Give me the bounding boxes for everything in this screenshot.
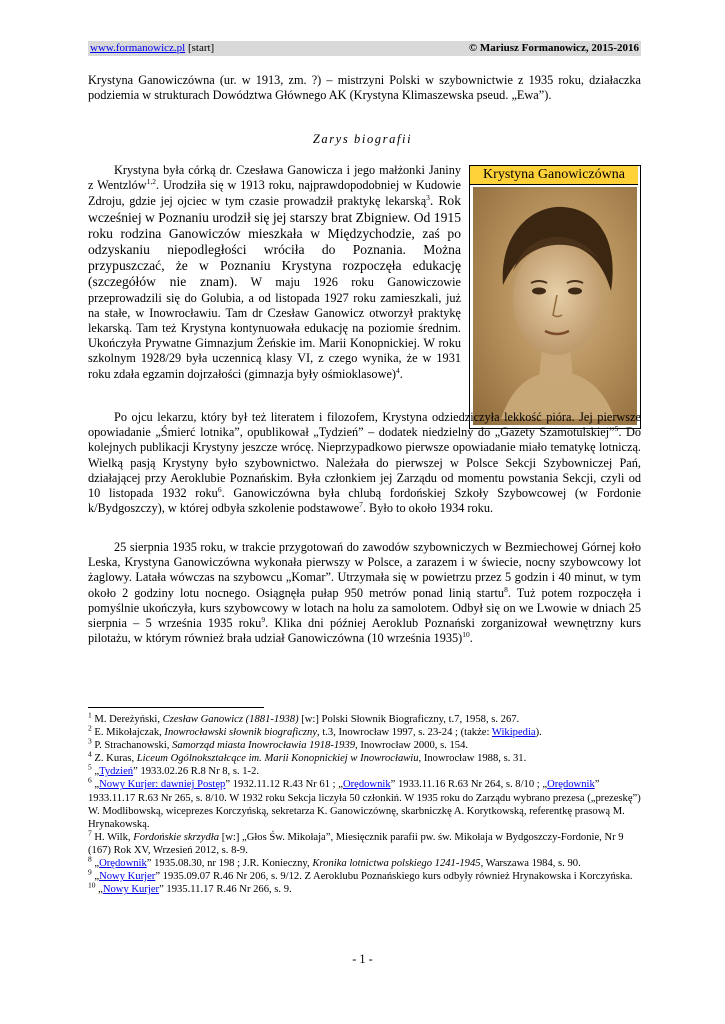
footnote-number: 1 [88,710,92,720]
section-subtitle: Zarys biografii [312,132,413,146]
nowy-kurjer-link[interactable]: Nowy Kurjer [99,871,156,883]
oredownik-link[interactable]: Orędownik [547,779,595,791]
biography-paragraph-3 [88,540,641,646]
text-run: H. Wilk, [91,831,134,843]
text-run: ” 1935.11.17 R.46 Nr 266, s. 9. [159,884,292,896]
tydzien-link[interactable]: Tydzień [99,766,134,778]
footnote-6 [88,775,641,830]
portrait-photo [473,187,637,425]
portrait-illustration [473,187,637,425]
text-run: M. Dereżyński, [91,714,163,725]
footnote-number: 3 [88,736,92,746]
text-run: P. Strachanowski, [91,740,173,752]
biography-paragraph-1 [88,163,461,382]
footnote-8 [88,854,641,870]
citation-title: Fordońskie skrzydła [133,831,220,843]
text-run: 25 sierpnia 1935 roku, w trakcie przygotowań do zawodów szybowniczych w Bezmiechowej Górnej koło Leska, Krystyna Ganowiczówna wykonała pierwszy w Polsce, a zarazem i w świecie, nocny szybowcowy lot żaglowy. Latała wówczas na szybowcu „Komar”. Utrzymała się w powietrzu przez 5 godzin i 40 minut, w tym około 2 godziny lotu nocnego. Osiągnęła pułap 950 metrów ponad linią startu [88,540,641,600]
copyright-text: © Mariusz Formanowicz, 2015-2016 [468,42,639,54]
footnote-ref: 8 [504,584,508,594]
footnote-ref: 9 [261,614,266,624]
text-run: „ [91,871,100,883]
text-run: , t.3, Inowrocław 1997, s. 23-24 ; (także: [317,727,492,739]
footnote-5 [88,762,641,778]
text-run: ” 1935.08.30, nr 198 ; J.R. Konieczny, [146,858,313,870]
citation-title: Czesław Ganowicz (1881-1938) [162,714,299,725]
footnote-number: 2 [88,723,92,733]
footnote-ref: 5 [614,424,619,434]
footnote-number: 10 [88,880,96,890]
text-run: Krystyna była córką dr. Czesława Ganowicza i jego małżonki Janiny z Wentzlów [88,163,461,193]
footnote-3 [88,736,641,752]
text-run: . Było to około 1934 roku. [362,501,494,516]
text-run: 1932.11.12 R.43 Nr 61 ; „ [230,779,343,791]
text-run: „ [91,766,100,778]
text-run: W maju 1926 roku Ganowiczowie przeprowadzili się do Golubia, a od listopada 1927 roku zamieszkali, już na stałe, w Inowrocławiu. Tam dr Czesław Ganowicz otworzył praktykę lekarską. Tam też Krystyna kontynuowała edukację na poziomie średnim. Ukończyła Prywatne Gimnazjum Żeńskie im. Marii Konopnickiej. W roku szkolnym 1928/29 była uczennicą klasy VI, z czego wynika, że w 1931 roku zdała egzamin dojrzałości (gimnazja były ośmioklasowe) [88,275,461,381]
footnote-1 [88,710,641,726]
biography-paragraph-2 [88,410,641,516]
footnote-number: 8 [88,854,92,864]
footnote-ref: 7 [359,500,363,510]
text-run: . Ganowiczówna była chlubą fordońskiej Szkoły Szybowcowej (w Fordonie k/Bydgoszczy), w której odbyła szkolenie podstawowe [88,486,641,516]
footnote-4 [88,749,641,765]
text-run: „ [91,858,100,870]
footnote-10 [88,880,641,896]
footnote-number: 6 [88,775,92,785]
text-run: , Inowrocław 1988, s. 31. [418,753,527,765]
text-run: ” 1933.11.17 R.63 Nr 265, s. 8/10. W 1932 roku Sekcja liczyła 50 członkiń. W 1935 roku do Zarządu wybrano prezesa („prezeskę”) W. Modlibowską, wiceprezes Korczyńską, sekretarza K. Ganowiczównę, skarbniczkę A. Korytkowską, referentkę prasową M. Hrynakowską. [88,779,641,830]
portrait-frame [469,165,641,429]
footnote-ref: 4 [396,365,400,375]
wikipedia-link[interactable]: Wikipedia [491,727,536,739]
text-run: . [399,366,403,381]
footnote-ref: 3 [426,193,430,203]
text-run: [w:] „Głos Św. Mikołaja”, Miesięcznik parafii pw. św. Mikołaja w Bydgoszczy-Fordonie, Nr 9 (167) Rok XV, Wrzesień 2012, s. 8-9. [88,831,624,856]
footnote-ref: 10 [462,630,470,640]
site-link[interactable]: www.formanowicz.pl [90,42,186,54]
portrait-caption: Krystyna Ganowiczówna [470,166,638,185]
text-run: , Warszawa 1984, s. 90. [480,858,581,870]
text-run: , Inowrocław 2000, s. 154. [355,740,469,752]
oredownik-link[interactable]: Orędownik [342,779,391,791]
text-run-large: . Rok wcześniej w Poznaniu urodził się jej starszy brat Zbigniew. Od 1915 roku rodzina Ganowiczów mieszkała w Międzychodzie, zaś po odzyskaniu niepodległości wróciła do Poznania. Można przypuszczać, że w Poznaniu Krystyna rozpoczęła edukację (szczegółów nie znam). [88,193,461,290]
text-run: ” 1933.11.16 R.63 Nr 264, s. 8/10 ; „ [390,779,548,791]
footnote-number: 4 [88,749,92,759]
start-label: [start] [185,42,215,54]
citation-title: Kronika lotnictwa polskiego 1241-1945 [312,858,481,870]
intro-paragraph: Krystyna Ganowiczówna (ur. w 1913, zm. ?) – mistrzyni Polski w szybownictwie z 1935 roku, działaczka podziemia w strukturach Dowództwa Głównego AK (Krystyna Klimaszewska pseud. „Ewa”). [88,73,641,102]
footnote-ref: 6 [217,484,222,494]
citation-title: Liceum Ogólnokształcące im. Marii Konopnickiej w Inowrocławiu [136,753,419,765]
footnote-2 [88,723,641,739]
text-run: Z. Kuras, [91,753,137,765]
text-run: . Klika dni później Aeroklub Poznański zorganizował wewnętrzny kurs pilotażu, w którym również brała udział Ganowiczówna (10 września 1935) [88,616,641,646]
text-run: . Urodziła się w 1913 roku, najprawdopodobniej w Kudowie Zdroju, gdzie jej ojciec w tym czasie prowadził praktykę lekarską [88,178,462,209]
text-run: 1933.02.26 R.8 Nr 8, s. 1-2. [137,766,260,778]
text-run: ” 1935.09.07 R.46 Nr 206, s. 9/12. Z Aeroklubu Poznańskiego kurs odbyły również Hrynakowska i Korczyńska. [155,871,633,883]
text-run: ” [133,766,138,778]
header-left [90,41,214,56]
footnote-9 [88,867,641,883]
text-run: E. Mikołajczak, [91,727,165,739]
footnotes [88,710,641,896]
text-run: ” [225,779,231,791]
text-run: „ [95,884,103,896]
page-header [88,41,641,56]
footnote-number: 9 [88,867,92,877]
text-run: . Do kolejnych publikacji Krystyny jeszcze wrócę. Nieprzypadkowo pierwsze opowiadanie miało tematykę lotniczą. Wielką pasją Krystyny było szybownictwo. Należała do pierwszej w Polsce Sekcji Szybowniczej Pań, działającej przy Aeroklubie Poznańskim. Była członkiem jej Zarządu od momentu powstania Sekcji, czyli od 10 listopada 1932 roku [88,425,641,501]
footnote-7 [88,828,641,857]
footnote-number: 5 [88,762,92,772]
oredownik-link[interactable]: Orędownik [99,858,147,870]
page-number: - 1 - [352,952,373,966]
text-run: [w:] Polski Słownik Biograficzny, t.7, 1958, s. 267. [298,714,520,725]
text-run: . [469,631,473,646]
nowy-kurjer-link[interactable]: Nowy Kurjer [102,884,160,896]
text-run: „ [91,779,100,791]
text-run: ). [535,727,542,739]
footnote-ref: 1,2 [146,177,157,187]
citation-title: Inowrocławski słownik biograficzny [164,727,318,739]
citation-title: Samorząd miasta Inowrocławia 1918-1939 [172,740,356,752]
footnote-divider [88,707,264,708]
nowy-kurjer-postep-link[interactable]: Nowy Kurjer: dawniej Postęp [99,779,226,791]
footnote-number: 7 [88,828,92,838]
text-run: Po ojcu lekarzu, który był też literatem i filozofem, Krystyna odziedziczyła lekkość pióra. Jej pierwsze opowiadanie „Śmierć lotnika”, opublikował „Tydzień” – dodatek niedzielny do „Gazety Szamotulskiej” [88,410,641,440]
text-run: . Tuż potem rozpoczęła i pomyślnie ukończyła, kurs szybowcowy w lotach na holu za samolotem. Odbył się on we Lwowie w dniach 25 sierpnia – 5 września 1935 roku [88,585,642,631]
